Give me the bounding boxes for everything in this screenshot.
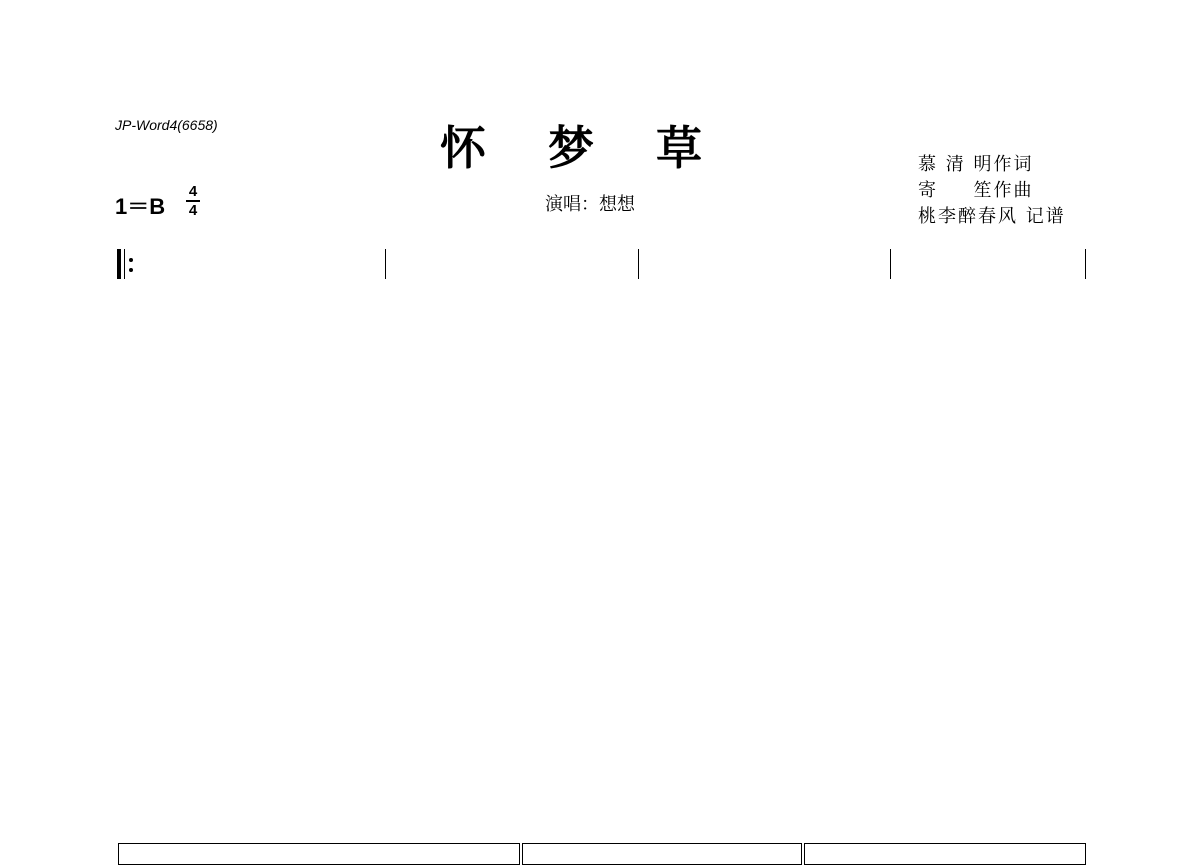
next-section-frame xyxy=(118,843,520,865)
meter-numerator: 4 xyxy=(188,183,198,200)
key-signature: 1＝B xyxy=(115,194,166,219)
lyricist-credit: 慕 清 明作词 xyxy=(918,154,1034,175)
transcriber-credit: 桃李醉春风 记谱 xyxy=(918,206,1066,227)
score-system-3 xyxy=(0,522,1200,562)
singer-credit: 演唱：想想 xyxy=(545,194,635,215)
time-signature xyxy=(186,184,200,218)
next-section-frame xyxy=(522,843,802,865)
barline xyxy=(1085,249,1086,279)
repeat-dots xyxy=(129,255,133,275)
meter-denominator: 4 xyxy=(188,202,198,219)
start-repeat-bar-thin xyxy=(124,249,125,279)
score-system-1 xyxy=(0,253,1200,293)
software-watermark: JP-Word4(6658) xyxy=(115,117,218,133)
song-title: 怀梦草 xyxy=(440,121,764,175)
barline xyxy=(385,249,386,279)
start-repeat-bar xyxy=(117,249,121,279)
composer-credit: 寄 笙作曲 xyxy=(918,180,1034,201)
next-section-frame xyxy=(804,843,1086,865)
score-system-2 xyxy=(0,388,1200,428)
barline xyxy=(638,249,639,279)
score-system-4 xyxy=(0,693,1200,733)
barline xyxy=(890,249,891,279)
